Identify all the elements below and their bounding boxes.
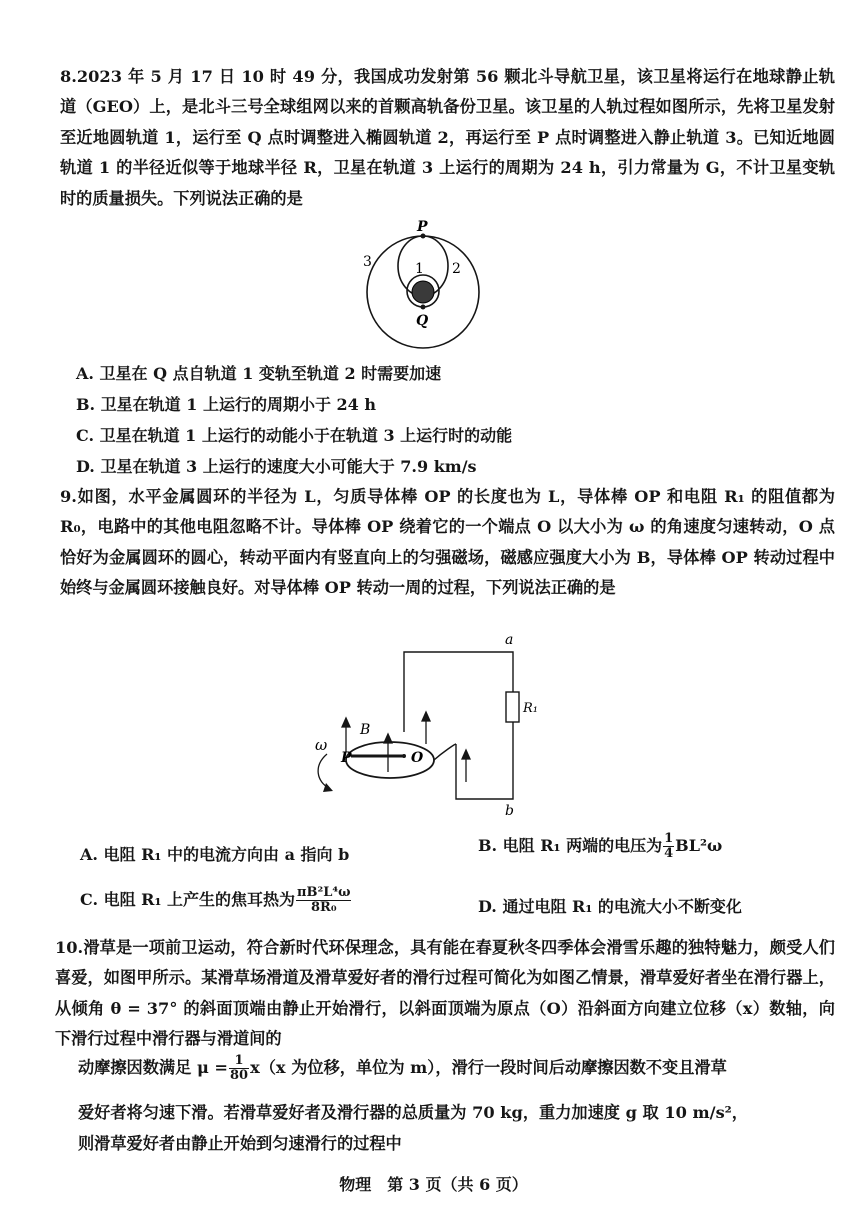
question-10-line-6: 爱好者将匀速下滑。若滑草爱好者及滑行器的总质量为 70 kg，重力加速度 g 取 10 m/s²， — [78, 1103, 748, 1122]
question-10 — [55, 933, 835, 1055]
question-text-1: 滑草是一项前卫运动，符合新时代环保理念，具有能在春夏秋冬四季体会滑雪乐趣的独特魅力，颇受人们喜爱，如图甲所示。某滑草场滑道及滑草爱好者的滑行过程可简化为如图乙情景，滑草爱好者坐在滑行器上，从倾角 θ = 37° 的斜面顶端由静止开始滑行，以斜面顶端为原点（O）沿斜面方向建立位移（x）数轴，向下滑行过程中滑行器与滑道间的 — [55, 938, 835, 1049]
q9-option-d: D. 通过电阻 R₁ 的电流大小不断变化 — [478, 897, 742, 916]
q8-option-c: C. 卫星在轨道 1 上运行的动能小于在轨道 3 上运行时的动能 — [76, 426, 513, 445]
wire-right — [456, 722, 513, 799]
q8-option-b: B. 卫星在轨道 1 上运行的周期小于 24 h — [76, 395, 376, 414]
label-3: 3 — [363, 254, 372, 270]
q8-option-a: A. 卫星在 Q 点自轨道 1 变轨至轨道 2 时需要加速 — [76, 364, 442, 383]
label-b: b — [505, 803, 514, 819]
question-10-line-5: 动摩擦因数满足 μ = $\frac{1}{80}$ x（x 为位移，单位为 m），滑行一段时间后动摩擦因数不变且滑草 — [78, 1053, 727, 1083]
q8-option-d: D. 卫星在轨道 3 上运行的速度大小可能大于 7.9 km/s — [76, 457, 477, 476]
label-q: Q — [416, 313, 429, 329]
question-10-line-7: 则滑草爱好者由静止开始到匀速滑行的过程中 — [78, 1134, 402, 1153]
question-text: 2023 年 5 月 17 日 10 时 49 分，我国成功发射第 56 颗北斗导航卫星，该卫星将运行在地球静止轨道（GEO）上，是北斗三号全球组网以来的首颗高轨备份卫星。该卫星的人轨过程如图所示，先将卫星发射至近地圆轨道 1，运行至 Q 点时调整进入椭圆轨道 2，再运行至 P 点时调整进入静止轨道 3。已知近地圆轨道 1 的半径近似等于地球半径 R，卫星在轨道 3 上运行的周期为 24 h，引力常量为 G，不计卫星变轨时的质量损失。下列说法正确的是 — [60, 67, 835, 208]
label-p: P — [341, 750, 352, 766]
label-2: 2 — [452, 261, 461, 277]
label-omega: ω — [315, 736, 328, 754]
circuit-figure — [305, 632, 550, 822]
label-r1: R₁ — [523, 701, 538, 716]
point-q-dot — [421, 305, 426, 310]
question-8 — [60, 62, 835, 214]
wire-top — [404, 652, 513, 732]
earth — [412, 281, 434, 303]
question-9 — [60, 482, 835, 604]
label-1: 1 — [415, 261, 424, 277]
page-footer: 物理 第 3 页（共 6 页） — [339, 1175, 528, 1194]
label-p: P — [417, 219, 428, 235]
q9-option-b: B. 电阻 R₁ 两端的电压为 $\frac{1}{4}$ BL²ω — [478, 831, 723, 861]
question-text: 如图，水平金属圆环的半径为 L，匀质导体棒 OP 的长度也为 L，导体棒 OP 和电阻 R₁ 的阻值都为 R₀，电路中的其他电阻忽略不计。导体棒 OP 绕着它的一个端点 O 以大小为 ω 的角速度匀速转动，O 点恰好为金属圆环的圆心，转动平面内有竖直向上的匀强磁场，磁感应强度大小为 B，导体棒 OP 转动过程中始终与金属圆环接触良好。对导体棒 OP 转动一周的过程，下列说法正确的是 — [60, 487, 835, 598]
question-number: 10. — [55, 938, 84, 957]
question-number: 9. — [60, 487, 77, 506]
label-o: O — [411, 750, 424, 766]
ring-contact — [434, 744, 456, 760]
label-a: a — [505, 632, 514, 648]
q9-option-a: A. 电阻 R₁ 中的电流方向由 a 指向 b — [80, 845, 350, 864]
resistor-r1 — [506, 692, 519, 722]
q9-option-c: C. 电阻 R₁ 上产生的焦耳热为 $\frac{\text{πB²L⁴ω}}{\text{8R₀}}$ — [80, 885, 351, 915]
label-b-field: B — [360, 722, 371, 738]
point-o-dot — [402, 754, 406, 758]
question-number: 8. — [60, 67, 77, 86]
orbit-figure — [360, 214, 490, 354]
rotation-arrow — [318, 754, 329, 788]
